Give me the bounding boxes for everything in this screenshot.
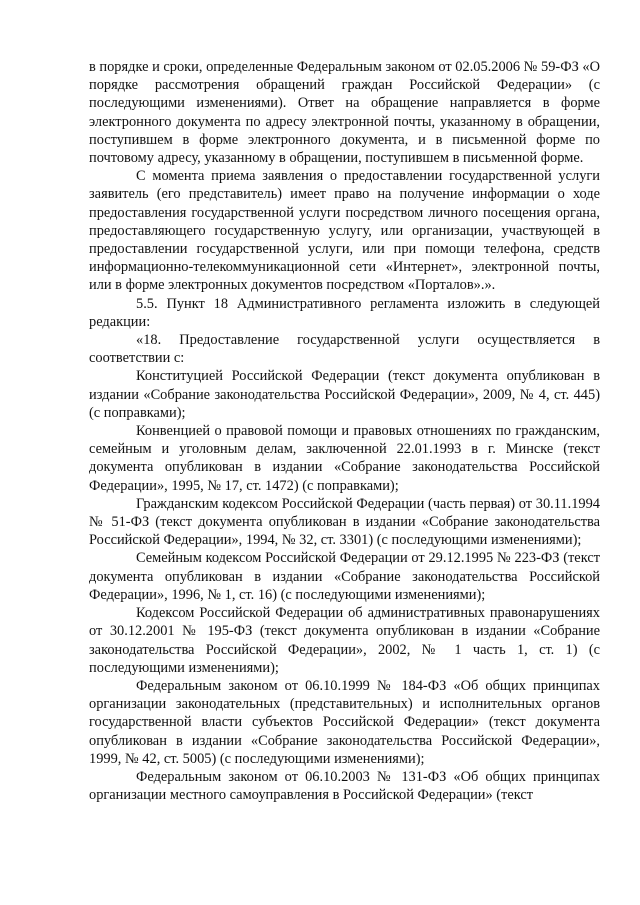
paragraph-constitution: Конституцией Российской Федерации (текст документа опубликован в издании «Собрание законодательства Российской Федерации», 2009, № 4, ст. 445) (с поправками); (89, 368, 600, 421)
document-body (89, 58, 600, 804)
paragraph-status-information: С момента приема заявления о предоставлении государственной услуги заявитель (его представитель) имеет право на получение информации о ходе предоставления государственной услуги посредством личного посещения органа, предоставляющего государственную услугу, или организации, участвующей в предоставлении государственной услуги, или при помощи телефона, средств информационно-телекоммуникационной сети «Интернет», электронной почты, или в форме электронных документов посредством «Порталов».». (89, 168, 600, 294)
paragraph-civil-code: Гражданским кодексом Российской Федерации (часть первая) от 30.11.1994 № 51-ФЗ (текст документа опубликован в издании «Собрание законодательства Российской Федерации», 1994, № 32, ст. 3301) (с последующими изменениями); (89, 495, 600, 549)
paragraph-item-5-5: 5.5. Пункт 18 Административного регламента изложить в следующей редакции: (89, 295, 600, 330)
paragraph-minsk-convention: Конвенцией о правовой помощи и правовых отношениях по гражданским, семейным и уголовным делам, заключенной 22.01.1993 в г. Минске (текст документа опубликован в издании «Собрание законодательства Российской Федерации», 1995, № 17, ст. 1472) (с поправками); (89, 423, 600, 494)
paragraph-appeal-response: в порядке и сроки, определенные Федеральным законом от 02.05.2006 № 59-ФЗ «О порядке рассмотрения обращений граждан Российской Федерации» (с последующими изменениями). Ответ на обращение направляется в форме электронного документа по адресу электронной почты, указанному в обращении, поступившем в форме электронного документа, и в письменной форме по почтовому адресу, указанному в обращении, поступившем в письменной форме. (89, 59, 600, 167)
paragraph-family-code: Семейным кодексом Российской Федерации от 29.12.1995 № 223-ФЗ (текст документа опубликован в издании «Собрание законодательства Российской Федерации», 1996, № 1, ст. 16) (с последующими изменениями); (89, 550, 600, 603)
paragraph-law-131: Федеральным законом от 06.10.2003 № 131-ФЗ «Об общих принципах организации местного самоуправления в Российской Федерации» (текст (89, 768, 600, 804)
paragraph-item-18-intro: «18. Предоставление государственной услуги осуществляется в соответствии с: (89, 332, 600, 367)
paragraph-administrative-code: Кодексом Российской Федерации об административных правонарушениях от 30.12.2001 № 195-ФЗ (текст документа опубликован в издании «Собрание законодательства Российской Федерации», 2002, № 1 часть 1, ст. 1) (с последующими изменениями); (89, 605, 600, 676)
paragraph-law-184: Федеральным законом от 06.10.1999 № 184-ФЗ «Об общих принципах организации законодательных (представительных) и исполнительных органов государственной власти субъектов Российской Федерации» (текст документа опубликован в издании «Собрание законодательства Российской Федерации», 1999, № 42, ст. 5005) (с последующими изменениями); (89, 677, 600, 767)
